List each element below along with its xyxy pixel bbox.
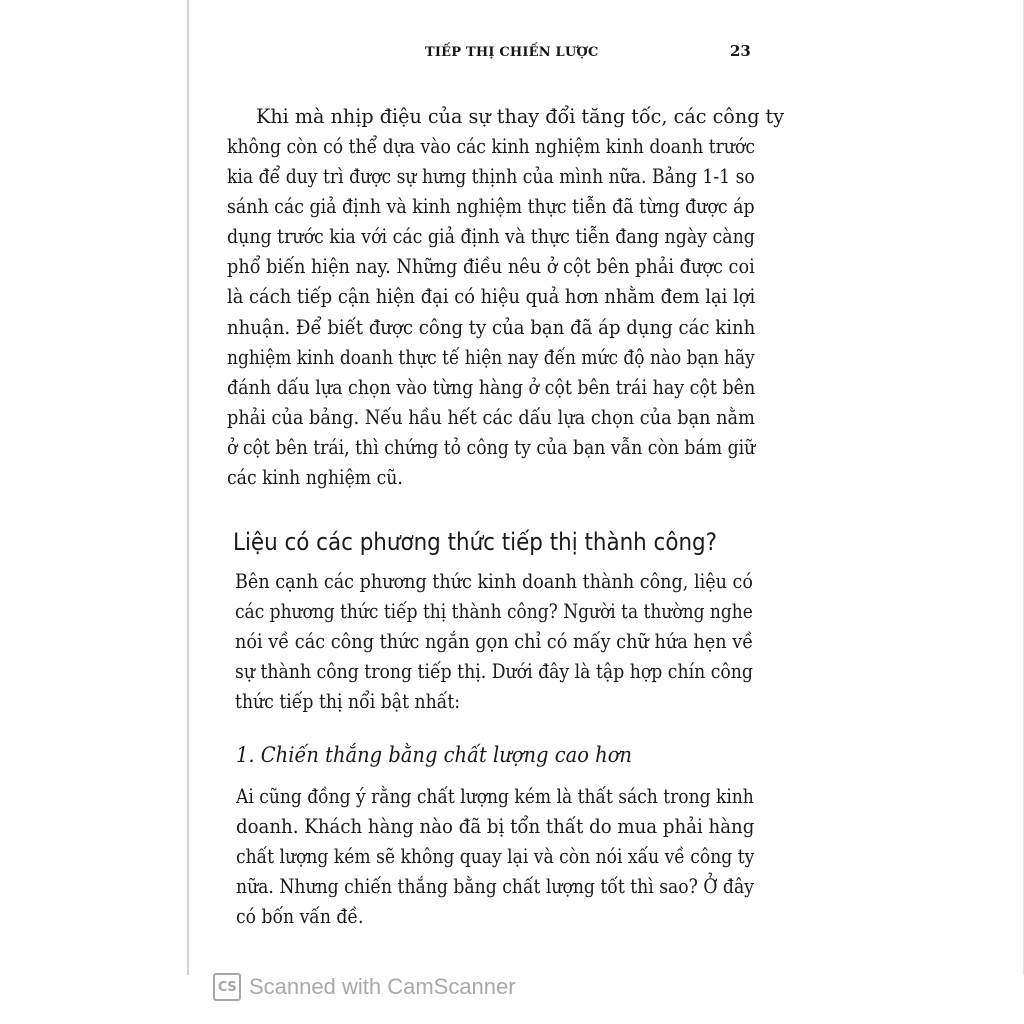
text-line: nhuận. Để biết được công ty của bạn đã áp dụng các kinh — [227, 315, 756, 339]
text-line: Khi mà nhịp điệu của sự thay đổi tăng tốc, các công ty — [256, 104, 785, 128]
text-line: nghiệm kinh doanh thực tế hiện nay đến mức độ nào bạn hãy — [227, 345, 755, 369]
text-line: ở cột bên trái, thì chứng tỏ công ty của bạn vẫn còn bám giữ — [227, 435, 756, 459]
text-line: nữa. Nhưng chiến thắng bằng chất lượng tốt thì sao? Ở đây — [236, 874, 754, 898]
text-line: các phương thức tiếp thị thành công? Người ta thường nghe — [235, 599, 753, 623]
text-line: chất lượng kém sẽ không quay lại và còn nói xấu về công ty — [236, 844, 755, 868]
text-line: kia để duy trì được sự hưng thịnh của mình nữa. Bảng 1-1 so — [227, 164, 755, 188]
section-heading: Liệu có các phương thức tiếp thị thành công? — [233, 528, 718, 556]
text-line: không còn có thể dựa vào các kinh nghiệm kinh doanh trước — [227, 134, 755, 158]
text-line: nói về các công thức ngắn gọn chỉ có mấy chữ hứa hẹn về — [235, 629, 754, 653]
text-line: Bên cạnh các phương thức kinh doanh thành công, liệu có — [235, 569, 753, 593]
text-line: thức tiếp thị nổi bật nhất: — [235, 689, 461, 713]
text-line: phổ biến hiện nay. Những điều nêu ở cột bên phải được coi — [227, 254, 755, 278]
text-line: sự thành công trong tiếp thị. Dưới đây là tập hợp chín công — [235, 659, 753, 683]
camscanner-watermark — [213, 971, 516, 1003]
text-line: là cách tiếp cận hiện đại có hiệu quả hơn nhằm đem lại lợi — [227, 284, 756, 308]
page-number: 23 — [730, 42, 751, 60]
subsection-heading: 1. Chiến thắng bằng chất lượng cao hơn — [236, 743, 632, 767]
book-gutter-shadow — [187, 0, 189, 975]
text-line: phải của bảng. Nếu hầu hết các dấu lựa chọn của bạn nằm — [227, 405, 755, 429]
running-title: TIẾP THỊ CHIẾN LƯỢC — [425, 45, 599, 60]
text-line: doanh. Khách hàng nào đã bị tổn thất do mua phải hàng — [236, 814, 755, 838]
text-line: các kinh nghiệm cũ. — [227, 465, 403, 489]
watermark-text: Scanned with CamScanner — [249, 974, 516, 999]
text-line: có bốn vấn đề. — [236, 904, 364, 928]
text-line: sánh các giả định và kinh nghiệm thực tiễn đã từng được áp — [227, 194, 755, 218]
text-line: dụng trước kia với các giả định và thực tiễn đang ngày càng — [227, 224, 755, 248]
text-line: Ai cũng đồng ý rằng chất lượng kém là thất sách trong kinh — [236, 784, 754, 808]
text-line: đánh dấu lựa chọn vào từng hàng ở cột bên trái hay cột bên — [227, 375, 756, 399]
camscanner-logo-icon: CS — [213, 973, 241, 1001]
